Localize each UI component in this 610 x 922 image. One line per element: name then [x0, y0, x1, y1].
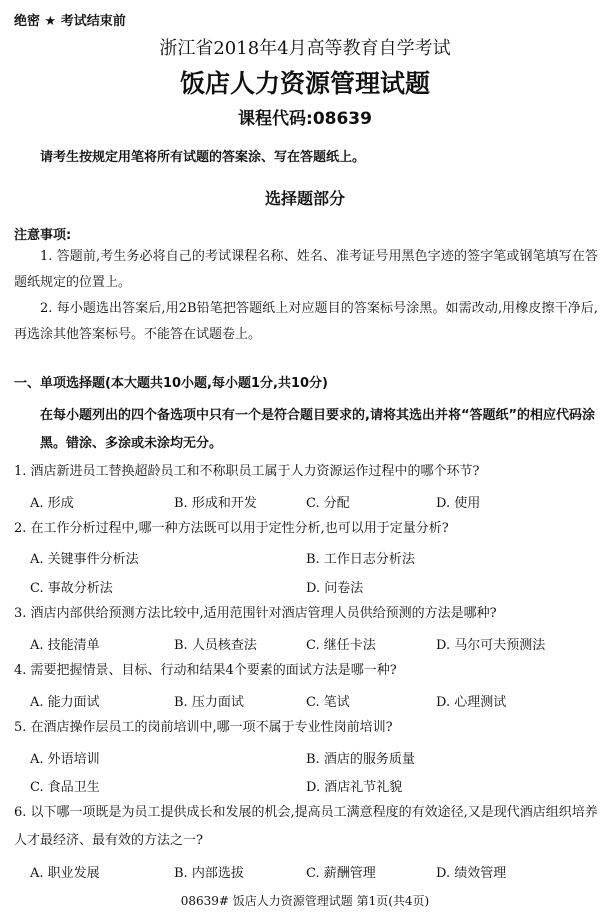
question-options [30, 548, 600, 568]
part-heading: 一、单项选择题(本大题共10小题,每小题1分,共10分) [14, 376, 328, 391]
question-options [30, 634, 600, 654]
question-options [30, 492, 600, 512]
page-footer: 08639# 饭店人力资源管理试题 第1页(共4页) [180, 894, 430, 908]
option: C. 笔试 [306, 695, 350, 710]
option: D. 心理测试 [436, 695, 507, 710]
option: B. 酒店的服务质量 [306, 752, 415, 767]
option: A. 形成 [30, 496, 74, 511]
option: A. 职业发展 [30, 866, 100, 881]
option: C. 分配 [306, 496, 350, 511]
question-options [30, 748, 600, 768]
confidential-label: 绝密 ★ 考试结束前 [14, 14, 126, 29]
question-options [30, 577, 600, 597]
note-item: 2. 每小题选出答案后,用2B铅笔把答题纸上对应题目的答案标号涂黑。如需改动,用橡皮擦干净后,再选涂其他答案标号。不能答在试题卷上。 [14, 301, 598, 342]
question-stem: 3. 酒店内部供给预测方法比较中,适用范围针对酒店管理人员供给预测的方法是哪种? [14, 606, 497, 621]
answer-instruction: 请考生按规定用笔将所有试题的答案涂、写在答题纸上。 [40, 150, 366, 165]
option: C. 事故分析法 [30, 581, 113, 596]
question-options [30, 776, 600, 796]
option: D. 酒店礼节礼貌 [306, 780, 403, 795]
option: B. 形成和开发 [174, 496, 257, 511]
option: C. 食品卫生 [30, 780, 100, 795]
option: C. 薪酬管理 [306, 866, 376, 881]
question-stem: 4. 需要把握情景、目标、行动和结果4个要素的面试方法是哪一种? [14, 663, 397, 678]
option: B. 人员核查法 [174, 638, 257, 653]
question-stem: 1. 酒店新进员工替换超龄员工和不称职员工属于人力资源运作过程中的哪个环节? [14, 464, 480, 479]
question-stem: 5. 在酒店操作层员工的岗前培训中,哪一项不属于专业性岗前培训? [14, 720, 393, 735]
option: C. 继任卡法 [306, 638, 376, 653]
notes-heading: 注意事项: [14, 228, 72, 243]
option: B. 工作日志分析法 [306, 552, 415, 567]
course-code: 课程代码:08639 [238, 109, 372, 129]
option: B. 压力面试 [174, 695, 244, 710]
option: D. 绩效管理 [436, 866, 507, 881]
note-item: 1. 答题前,考生务必将自己的考试课程名称、姓名、准考证号用黑色字迹的签字笔或钢笔填写在答题纸规定的位置上。 [14, 249, 598, 290]
option: A. 外语培训 [30, 752, 100, 767]
question-options [30, 691, 600, 711]
question-stem: 6. 以下哪一项既是为员工提供成长和发展的机会,提高员工满意程度的有效途径,又是现代酒店组织培养人才最经济、最有效的方法之一? [14, 805, 598, 848]
option: D. 使用 [436, 496, 481, 511]
part-description: 在每小题列出的四个备选项中只有一个是符合题目要求的,请将其选出并将“答题纸”的相应代码涂黑。错涂、多涂或未涂均无分。 [40, 408, 596, 451]
option: B. 内部选拔 [174, 866, 244, 881]
option: D. 问卷法 [306, 581, 364, 596]
option: A. 技能清单 [30, 638, 100, 653]
exam-title: 浙江省2018年4月高等教育自学考试 [159, 38, 451, 59]
question-stem: 2. 在工作分析过程中,哪一种方法既可以用于定性分析,也可以用于定量分析? [14, 521, 449, 536]
option: D. 马尔可夫预测法 [436, 638, 546, 653]
paper-title: 饭店人力资源管理试题 [179, 69, 430, 98]
question-options [30, 862, 600, 882]
option: A. 能力面试 [30, 695, 100, 710]
option: A. 关键事件分析法 [30, 552, 139, 567]
section-title: 选择题部分 [264, 189, 345, 208]
